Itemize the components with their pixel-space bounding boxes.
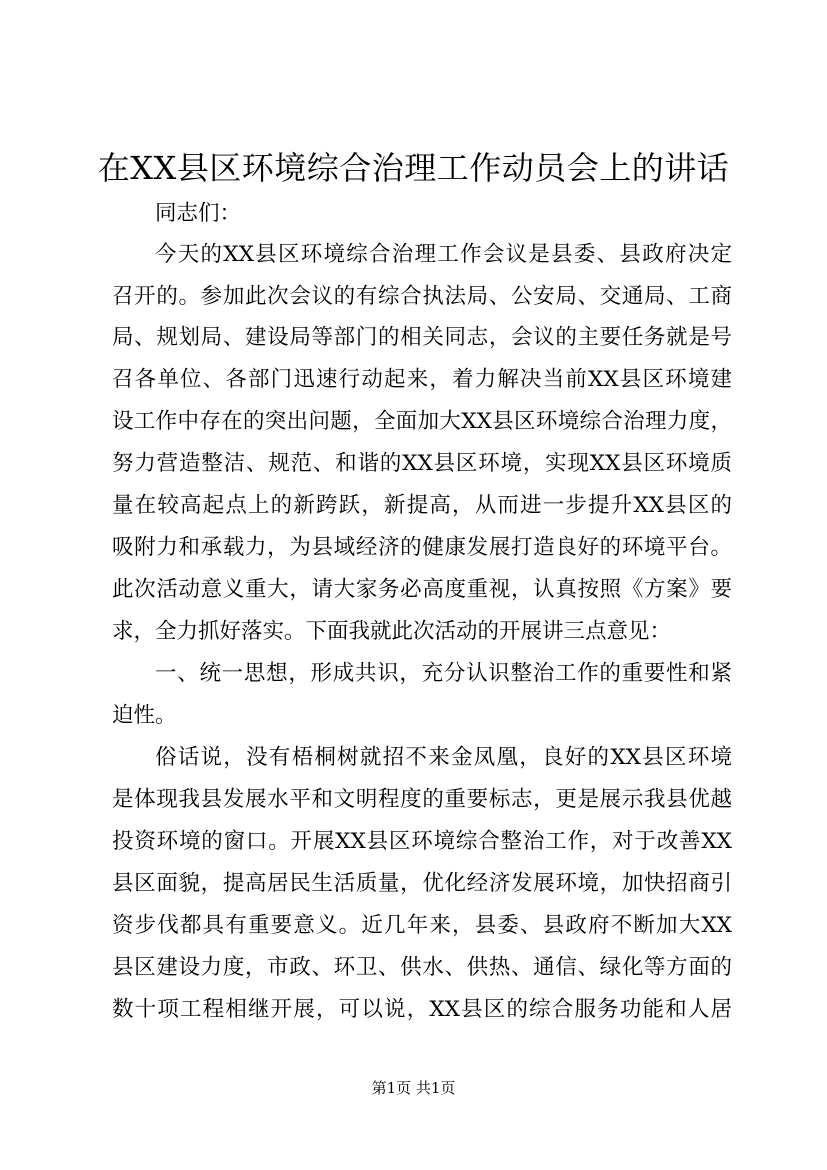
paragraph-line: 努力营造整洁、规范、和谐的XX县区环境，实现XX县区环境质 <box>112 451 732 476</box>
document-title: 在XX县区环境综合治理工作动员会上的讲话 <box>97 149 730 187</box>
section-heading-line: 迫性。 <box>112 703 177 728</box>
paragraph-line: 设工作中存在的突出问题，全面加大XX县区环境综合治理力度， <box>112 409 732 434</box>
paragraph-line: 此次活动意义重大，请大家务必高度重视，认真按照《方案》要 <box>112 577 732 602</box>
paragraph-line: 召开的。参加此次会议的有综合执法局、公安局、交通局、工商 <box>112 284 732 309</box>
paragraph-line: 县区建设力度，市政、环卫、供水、供热、通信、绿化等方面的 <box>112 955 732 980</box>
page-number-footer: 第1页 共1页 <box>371 1079 456 1097</box>
paragraph-line: 召各单位、各部门迅速行动起来，着力解决当前XX县区环境建 <box>112 367 732 392</box>
paragraph-line: 资步伐都具有重要意义。近几年来，县委、县政府不断加大XX <box>112 913 732 938</box>
paragraph-line: 是体现我县发展水平和文明程度的重要标志，更是展示我县优越 <box>112 787 732 812</box>
section-heading-line: 一、统一思想，形成共识，充分认识整治工作的重要性和紧 <box>155 661 732 686</box>
paragraph-line: 求，全力抓好落实。下面我就此次活动的开展讲三点意见： <box>112 619 672 644</box>
paragraph-line: 吸附力和承载力，为县域经济的健康发展打造良好的环境平台。 <box>112 535 732 560</box>
paragraph-line: 今天的XX县区环境综合治理工作会议是县委、县政府决定 <box>155 242 732 267</box>
paragraph-line: 量在较高起点上的新跨跃，新提高，从而进一步提升XX县区的 <box>112 493 732 518</box>
paragraph-line: 县区面貌，提高居民生活质量，优化经济发展环境，加快招商引 <box>112 871 732 896</box>
paragraph-line: 俗话说，没有梧桐树就招不来金凤凰，良好的XX县区环境 <box>155 745 732 770</box>
salutation: 同志们： <box>155 201 242 226</box>
paragraph-line: 局、规划局、建设局等部门的相关同志，会议的主要任务就是号 <box>112 325 732 350</box>
paragraph-line: 投资环境的窗口。开展XX县区环境综合整治工作，对于改善XX <box>112 829 732 854</box>
paragraph-line: 数十项工程相继开展，可以说，XX县区的综合服务功能和人居 <box>112 997 732 1022</box>
